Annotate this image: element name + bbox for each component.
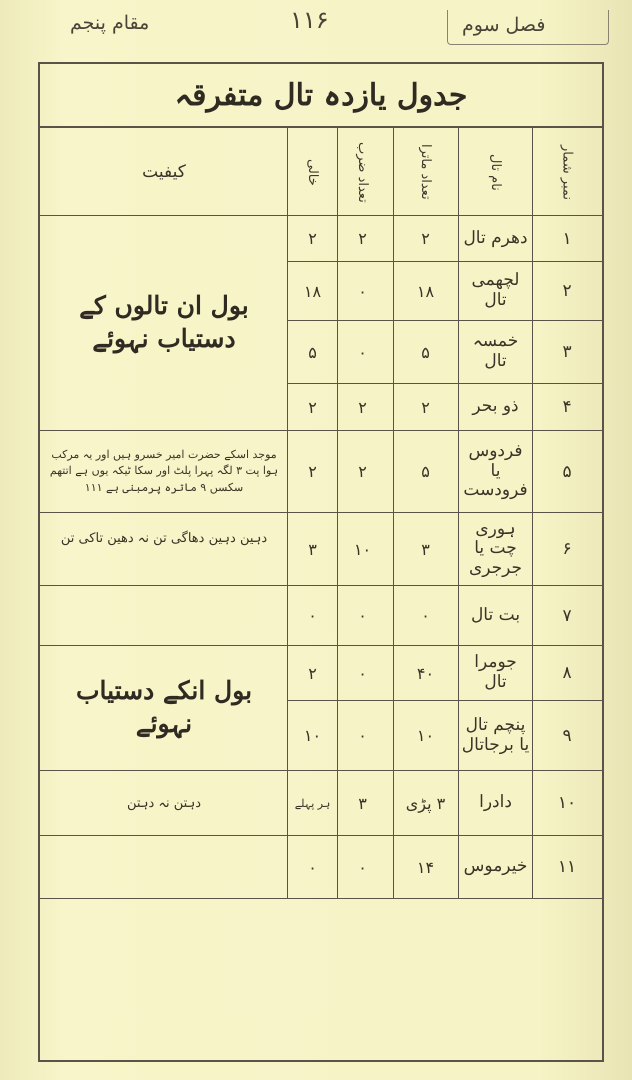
row-matras: ۵ [421,342,430,362]
row-sums: ۲ [358,229,367,248]
row-name: خمسہ تال [472,331,519,371]
row-matras: ۲ [421,397,430,417]
row-serial: ۱۰ [557,793,577,813]
row-sums: ۰ [358,857,367,877]
row-sums: ۰ [358,606,367,625]
row-matras: ۳ [421,539,430,559]
row-name: لچھمی تال [471,270,520,310]
row-matras: ۱۸ [416,281,435,301]
row-khali: ۲ [308,462,317,481]
row-matras: ۴۰ [416,663,435,683]
row-serial: ۷ [562,605,572,626]
row-matras: ۵ [421,462,430,481]
row-name: پنچم تال یا برجاتال [461,714,530,755]
remarks-rows-8-9: بول انکے دستیاب نہوئے [75,676,253,738]
row-serial: ۹ [562,725,572,746]
row-khali: ۲ [308,229,317,248]
col-header-khali: خالی [305,158,320,186]
chapter-label: فصل سوم [462,14,546,36]
row-khali: ۱۰ [303,726,322,745]
remarks-row-6: دہین دہین دھاگی تن نہ دھین تاکی تن [60,530,268,546]
grid-line [40,898,602,899]
col-header-remarks: کیفیت [142,162,186,182]
row-serial: ۴ [562,397,572,417]
row-name: دھرم تال [463,227,528,248]
row-name: فردوس یا فرودست [463,441,528,501]
col-header-matras: تعداد ماترا [418,144,433,200]
row-khali: ۵ [308,342,317,362]
section-label: مقام پنجم [70,12,150,34]
row-serial: ۱ [562,228,572,249]
row-serial: ۸ [562,663,572,683]
row-sums: ۲ [358,462,367,481]
col-header-name: نام تال [488,153,503,191]
row-name: خیرموس [463,856,528,877]
row-khali: ۰ [308,857,317,877]
row-serial: ۵ [562,461,572,482]
row-serial: ۳ [562,342,572,362]
remarks-row-5: موجد اسکے حضرت امیر خسرو ہیں اور یہ مرکب ہوا پت ۳ لگہ پہرا پلٹ اور سکا ٹیکہ یوں ہے اتتھم سکسں ۹ ماترہ پرمبنی ہے ۱۱۱ [49,447,279,494]
row-sums: ۰ [358,726,367,745]
row-khali: ۲ [308,397,317,417]
row-name: ہوری چت یا جرجری [468,518,523,578]
page-number: ۱۱۶ [290,6,329,34]
row-name: بت تال [470,604,521,625]
row-sums: ۲ [358,397,367,417]
row-khali: ۳ [308,539,317,559]
row-khali: ہر پہلے [294,796,331,810]
table-title: جدول یازدہ تال متفرقہ [40,64,602,128]
row-khali: ۱۸ [303,281,322,301]
row-matras: ۲ [421,229,430,248]
remarks-rows-1-4: بول ان تالوں کے دستیاب نہوئے [79,291,249,353]
row-serial: ۱۱ [557,857,577,877]
row-matras: ۰ [421,606,430,625]
row-name: ذو بحر [472,396,519,417]
row-sums: ۳ [358,793,367,813]
row-name: جومرا تال [474,652,517,692]
row-serial: ۶ [562,539,572,559]
col-header-sums: تعداد ضرب [355,141,370,203]
row-sums: ۰ [358,663,367,683]
row-khali: ۰ [308,606,317,625]
row-khali: ۲ [308,663,317,683]
row-matras: ۱۰ [416,726,435,745]
row-sums: ۰ [358,342,367,362]
row-sums: ۱۰ [353,539,372,559]
row-matras: ۳ پڑی [405,793,446,813]
row-serial: ۲ [562,281,572,301]
row-name: دادرا [479,792,512,813]
col-header-serial: نمبر شمار [559,144,575,200]
remarks-row-10: دہتن نہ دہتن [127,795,201,811]
row-sums: ۰ [358,281,367,301]
row-matras: ۱۴ [416,857,435,877]
